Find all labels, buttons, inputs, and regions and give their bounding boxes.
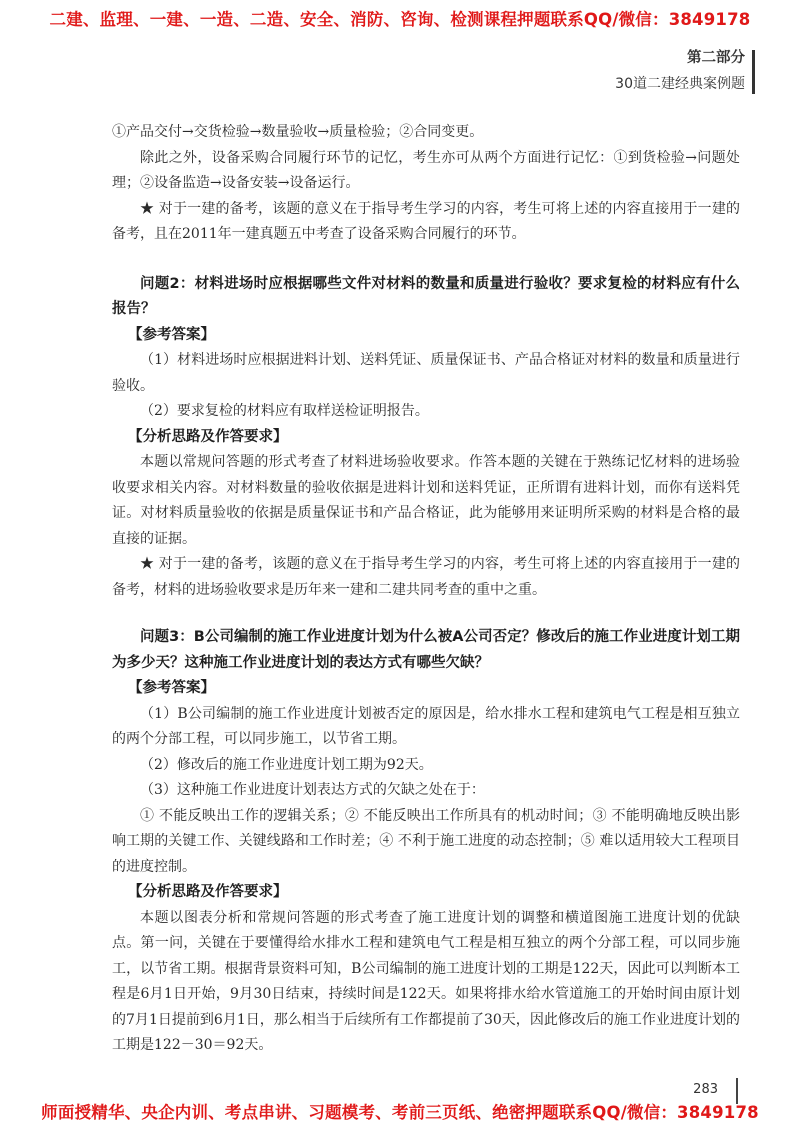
paragraph-yijian-note: ★ 对于一建的备考，该题的意义在于指导考生学习的内容，考生可将上述的内容直接用于一建的备考，且在2011年一建真题五中考查了设备采购合同履行的环节。 [112,200,740,242]
page-number: 283 [693,1082,718,1097]
q3-answer-1: （1）B公司编制的施工作业进度计划被否定的原因是，给水排水工程和建筑电气工程是相互独立的两个分部工程，可以同步施工，以节省工期。 [112,705,740,747]
header-section-title: 30道二建经典案例题 [615,76,745,92]
q2-answer-2: （2）要求复检的材料应有取样送检证明报告。 [140,403,429,419]
paragraph-procurement-steps: ①产品交付→交货检验→数量验收→质量检验；②合同变更。 [112,124,484,140]
q3-analysis-1: 本题以图表分析和常规问答题的形式考查了施工进度计划的调整和横道图施工进度计划的优缺点。第一问，关键在于要懂得给水排水工程和建筑电气工程是相互独立的两个分部工程，可以同步施工，以节省工期。根据背景资料可知，B公司编制的施工进度计划的工期是122天，因此可以判断本工程是6月1日开始，9月30日结束，持续时间是122天。如果将排水给水管道施工的开始时间由原计划的7月1日提前到6月1日，那么相当于后续所有工作都提前了30天，因此修改后的施工作业进度计划的工期是122－30＝92天。 [112,909,740,1053]
q2-analysis-heading: 【分析思路及作答要求】 [128,428,288,445]
q2-analysis-2: ★ 对于一建的备考，该题的意义在于指导考生学习的内容，考生可将上述的内容直接用于一建的备考，材料的进场验收要求是历年来一建和二建共同考查的重中之重。 [112,556,740,598]
header-divider [752,50,755,94]
bottom-promo-banner: 师面授精华、央企内训、考点串讲、习题模考、考前三页纸、绝密押题联系QQ/微信：3849178 [41,1103,759,1122]
top-promo-banner: 二建、监理、一建、一造、二造、安全、消防、咨询、检测课程押题联系QQ/微信：3849178 [49,10,751,29]
page-header [615,48,745,94]
q3-analysis-heading: 【分析思路及作答要求】 [128,884,288,900]
q3-answer-4: ① 不能反映出工作的逻辑关系；② 不能反映出工作所具有的机动时间；③ 不能明确地反映出影响工期的关键工作、关键线路和工作时差；④ 不利于施工进度的动态控制；⑤ 难以适用较大工程项目的进度控制。 [112,807,740,875]
q2-analysis-1: 本题以常规问答题的形式考查了材料进场验收要求。作答本题的关键在于熟练记忆材料的进场验收要求相关内容。对材料数量的验收依据是进料计划和送料凭证，正所谓有进料计划，而你有送料凭证。对材料质量验收的依据是质量保证书和产品合格证，此为能够用来证明所采购的材料是合格的最直接的证据。 [112,454,740,547]
q2-answer-1: （1）材料进场时应根据进料计划、送料凭证、质量保证书、产品合格证对材料的数量和质量进行验收。 [112,352,740,394]
question-2-heading: 问题2：材料进场时应根据哪些文件对材料的数量和质量进行验收？要求复检的材料应有什么报告？ [112,275,740,317]
q2-answer-heading: 【参考答案】 [128,326,215,343]
q3-answer-3: （3）这种施工作业进度计划表达方式的欠缺之处在于： [140,782,485,798]
question-3-heading: 问题3：B公司编制的施工作业进度计划为什么被A公司否定？修改后的施工作业进度计划工期为多少天？这种施工作业进度计划的表达方式有哪些欠缺？ [112,629,740,671]
paragraph-memory-tip: 除此之外，设备采购合同履行环节的记忆，考生亦可从两个方面进行记忆：①到货检验→问题处理；②设备监造→设备安装→设备运行。 [112,149,740,191]
q3-answer-2: （2）修改后的施工作业进度计划工期为92天。 [140,756,433,773]
page-body [112,120,740,1059]
header-part-label: 第二部分 [687,50,745,66]
q3-answer-heading: 【参考答案】 [128,680,215,696]
